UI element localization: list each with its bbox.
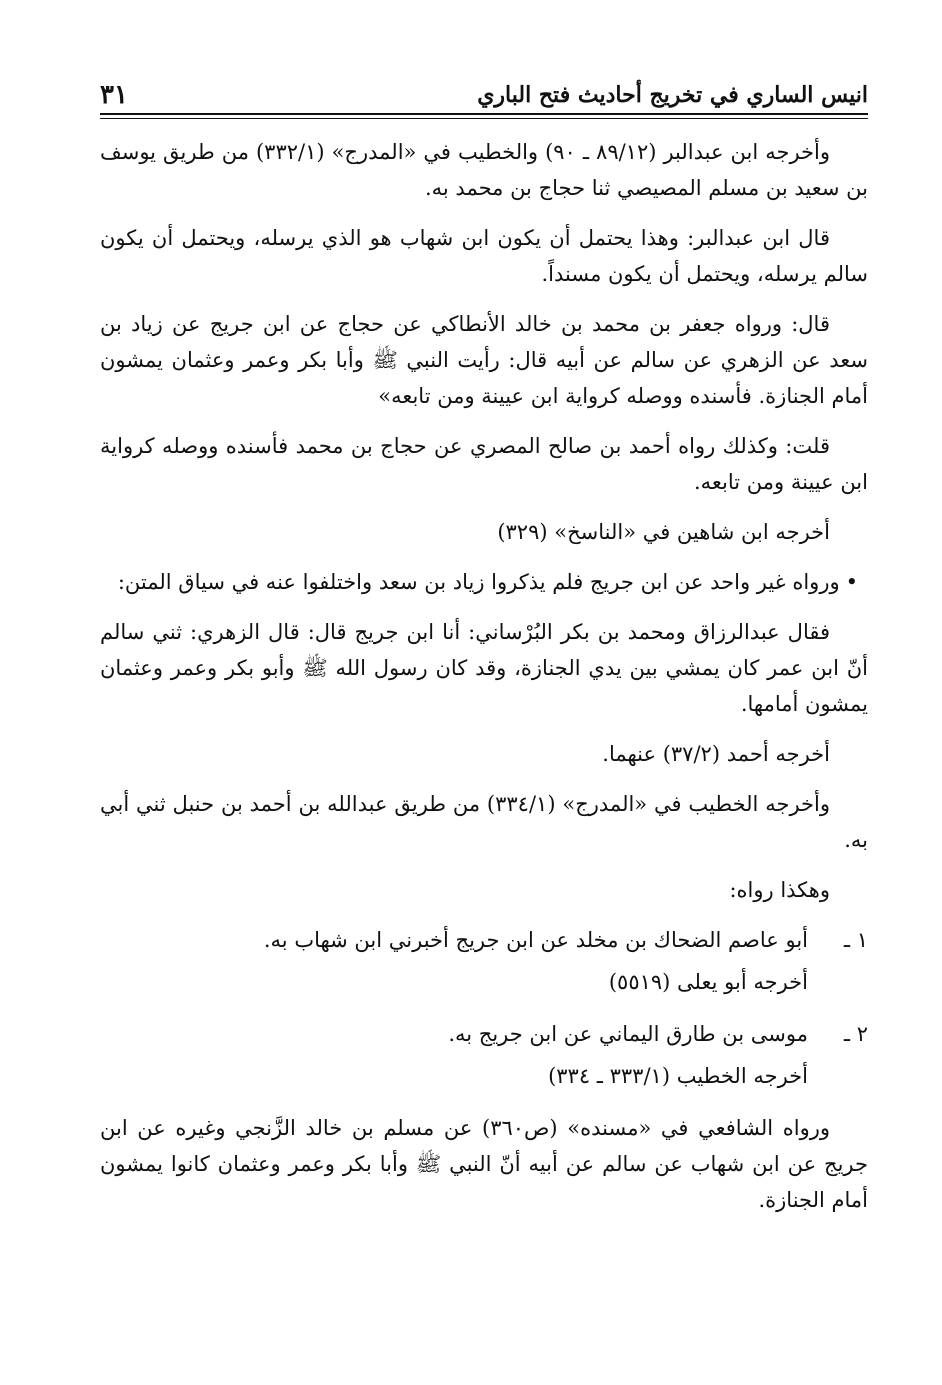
paragraph-1: وأخرجه ابن عبدالبر (٨٩/١٢ ـ ٩٠) والخطيب في «المدرج» (٣٣٢/١) من طريق يوسف بن سعيد بن مسلم المصيصي ثنا حجاج بن محمد به.: [100, 140, 868, 200]
paragraph-9: وأخرجه الخطيب في «المدرج» (٣٣٤/١) من طريق عبدالله بن أحمد بن حنبل ثني أبي به.: [100, 792, 868, 852]
page-number: ٣١: [100, 80, 128, 110]
paragraph-3: قال: ورواه جعفر بن محمد بن خالد الأنطاكي عن حجاج عن ابن جريج عن زياد بن سعد عن الزهري عن سالم عن أبيه قال: رأيت النبي ﷺ وأبا بكر وعمر وعثمان يمشون أمام الجنازة. فأسنده ووصله كرواية ابن عيينة ومن تابعه»: [100, 312, 868, 408]
list-item-1-text: أبو عاصم الضحاك بن مخلد عن ابن جريج أخبرني ابن شهاب به.: [263, 928, 808, 952]
bullet-paragraph: [100, 564, 868, 600]
paragraph-11: ورواه الشافعي في «مسنده» (ص٣٦٠) عن مسلم بن خالد الزَّنجي وغيره عن ابن جريج عن ابن شهاب عن سالم عن أبيه أنّ النبي ﷺ وأبا بكر وعمر وعثمان كانوا يمشون أمام الجنازة.: [100, 1116, 868, 1212]
page-header: [100, 76, 868, 110]
paragraph-5: أخرجه ابن شاهين في «الناسخ» (٣٢٩): [497, 520, 830, 544]
list-item-2-number: ٢ ـ: [843, 1022, 868, 1046]
paragraph-8: أخرجه أحمد (٣٧/٢) عنهما.: [602, 742, 830, 766]
list-item-1-source: أخرجه أبو يعلى (٥٥١٩): [608, 970, 808, 994]
bullet-text: ورواه غير واحد عن ابن جريج فلم يذكروا زياد بن سعد واختلفوا عنه في سياق المتن:: [117, 570, 840, 594]
list-item-2-source: أخرجه الخطيب (٣٣٣/١ ـ ٣٣٤): [548, 1064, 808, 1088]
paragraph-4: قلت: وكذلك رواه أحمد بن صالح المصري عن حجاج بن محمد فأسنده ووصله كرواية ابن عيينة ومن تابعه.: [100, 434, 868, 494]
paragraph-7: فقال عبدالرزاق ومحمد بن بكر البُرْساني: أنا ابن جريج قال: قال الزهري: ثني سالم أنّ ابن عمر كان يمشي بين يدي الجنازة، وقد كان رسول الله ﷺ وأبو بكر وعمر وعثمان يمشون أمامها.: [100, 620, 868, 716]
page-body: [100, 134, 868, 1232]
list-item-2: [100, 1016, 868, 1052]
list-item-1-number: ١ ـ: [843, 928, 868, 952]
paragraph-2: قال ابن عبدالبر: وهذا يحتمل أن يكون ابن شهاب هو الذي يرسله، ويحتمل أن يكون سالم يرسله، ويحتمل أن يكون مسنداً.: [100, 226, 868, 286]
list-item-1: [100, 922, 868, 958]
list-item-2-text: موسى بن طارق اليماني عن ابن جريج به.: [448, 1022, 808, 1046]
bullet-icon: •: [845, 570, 858, 594]
paragraph-10: وهكذا رواه:: [729, 878, 830, 902]
header-rule-thick: [100, 113, 868, 115]
running-title: انيس الساري في تخريج أحاديث فتح الباري: [477, 82, 868, 108]
header-rule-thin: [100, 118, 868, 119]
